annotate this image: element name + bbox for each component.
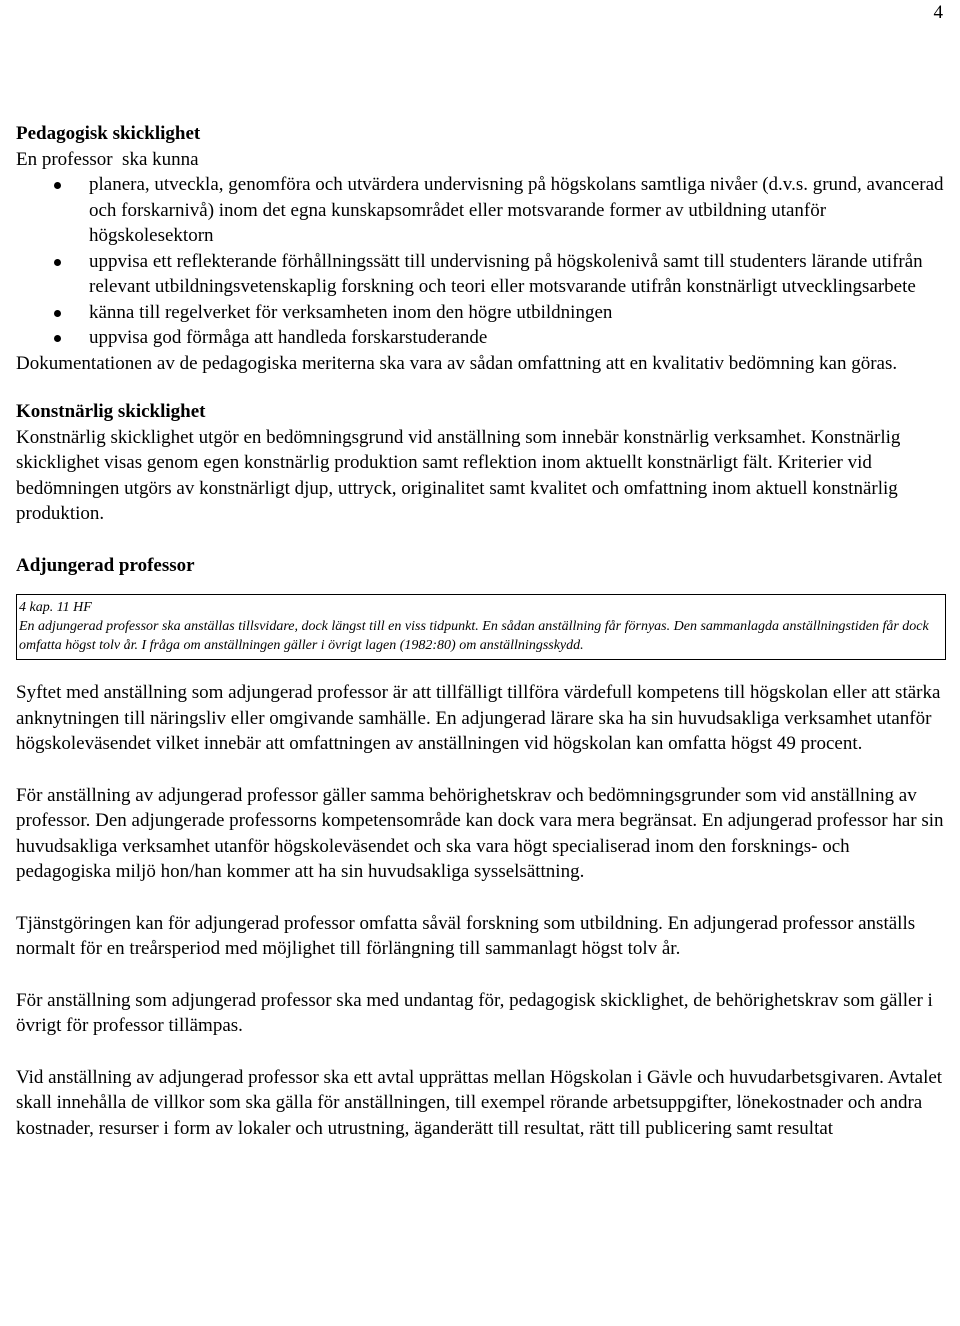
list-item: uppvisa ett reflekterande förhållningssätt till undervisning på högskolenivå samt till studenters lärande utifrån relevant utbildningsvetenskaplig forskning och teori eller motsvarande utifrån konstnärligt utvecklingsarbete [16, 249, 946, 300]
list-item: känna till regelverket för verksamheten inom den högre utbildningen [16, 300, 946, 326]
paragraph: Vid anställning av adjungerad professor ska ett avtal upprättas mellan Högskolan i Gävle och huvudarbetsgivaren. Avtalet skall innehålla de villkor som ska gälla för anställningen, till exempel rörande arbetsuppgifter, lönekostnader och andra kostnader, resurser i form av lokaler och utrustning, äganderätt till resultat, rätt till publicering samt resultat [16, 1066, 943, 1139]
paragraph: För anställning av adjungerad professor gäller samma behörighetskrav och bedömningsgrunder som vid anställning av professor. Den adjungerade professorns kompetensområde kan dock vara mera begränsat. En adjungerad professor har sin huvudsakliga verksamhet utanför högskoleväsendet och ska vara högt specialiserad inom den forsknings- och pedagogiska miljö hon/han kommer att ha sin huvudsakliga sysselsättning. [16, 784, 944, 882]
paragraph: Konstnärlig skicklighet utgör en bedömningsgrund vid anställning som innebär konstnärlig verksamhet. Konstnärlig skicklighet visas genom egen konstnärlig produktion samt reflektion inom aktuellt konstnärligt fält. Kriterier vid bedömningen utgörs av konstnärligt djup, uttryck, originalitet samt kvalitet och omfattning inom aktuell konstnärlig produktion. [16, 426, 901, 524]
intro-text: En professor ska kunna [16, 148, 199, 170]
law-text: En adjungerad professor ska anställas tillsvidare, dock längst till en viss tidpunkt. En sådan anställning får förnyas. Den sammanlagda anställningstiden får dock omfatta högst tolv år. I fråga om anställningen gäller i övrigt lagen (1982:80) om anställningsskydd. [19, 619, 929, 653]
document-body [16, 121, 946, 1141]
list-item: uppvisa god förmåga att handleda forskarstuderande [16, 325, 946, 351]
list-item: planera, utveckla, genomföra och utvärdera undervisning på högskolans samtliga nivåer (d.v.s. grund, avancerad och forskarnivå) inom det egna kunskapsområdet eller motsvarande former av utbildning utanför högskolesektorn [16, 172, 946, 249]
bullet-list [16, 172, 946, 351]
paragraph: Syftet med anställning som adjungerad professor är att tillfälligt tillföra värdefull kompetens till högskolan eller att stärka anknytningen till näringsliv eller omgivande samhälle. En adjungerad lärare ska ha sin huvudsakliga verksamhet utanför högskoleväsendet vilket innebär att omfattningen av anställningen vid högskolan kan omfatta högst 49 procent. [16, 682, 941, 754]
paragraph: Tjänstgöringen kan för adjungerad professor omfatta såväl forskning som utbildning. En adjungerad professor anställs normalt för en treårsperiod med möjlighet till förlängning till sammanlagt högst tolv år. [16, 912, 916, 959]
heading-konstnarlig-skicklighet: Konstnärlig skicklighet [16, 401, 206, 422]
heading-pedagogisk-skicklighet: Pedagogisk skicklighet [16, 123, 201, 144]
paragraph: För anställning som adjungerad professor ska med undantag för, pedagogisk skicklighet, de behörighetskrav som gäller i övrigt för professor tillämpas. [16, 989, 933, 1036]
law-reference: 4 kap. 11 HF [19, 600, 92, 615]
heading-adjungerad-professor: Adjungerad professor [16, 554, 195, 576]
page-number: 4 [933, 2, 943, 23]
closing-paragraph: Dokumentationen av de pedagogiska meriterna ska vara av sådan omfattning att en kvalitativ bedömning kan göras. [16, 352, 898, 374]
law-quote-box [16, 594, 946, 660]
